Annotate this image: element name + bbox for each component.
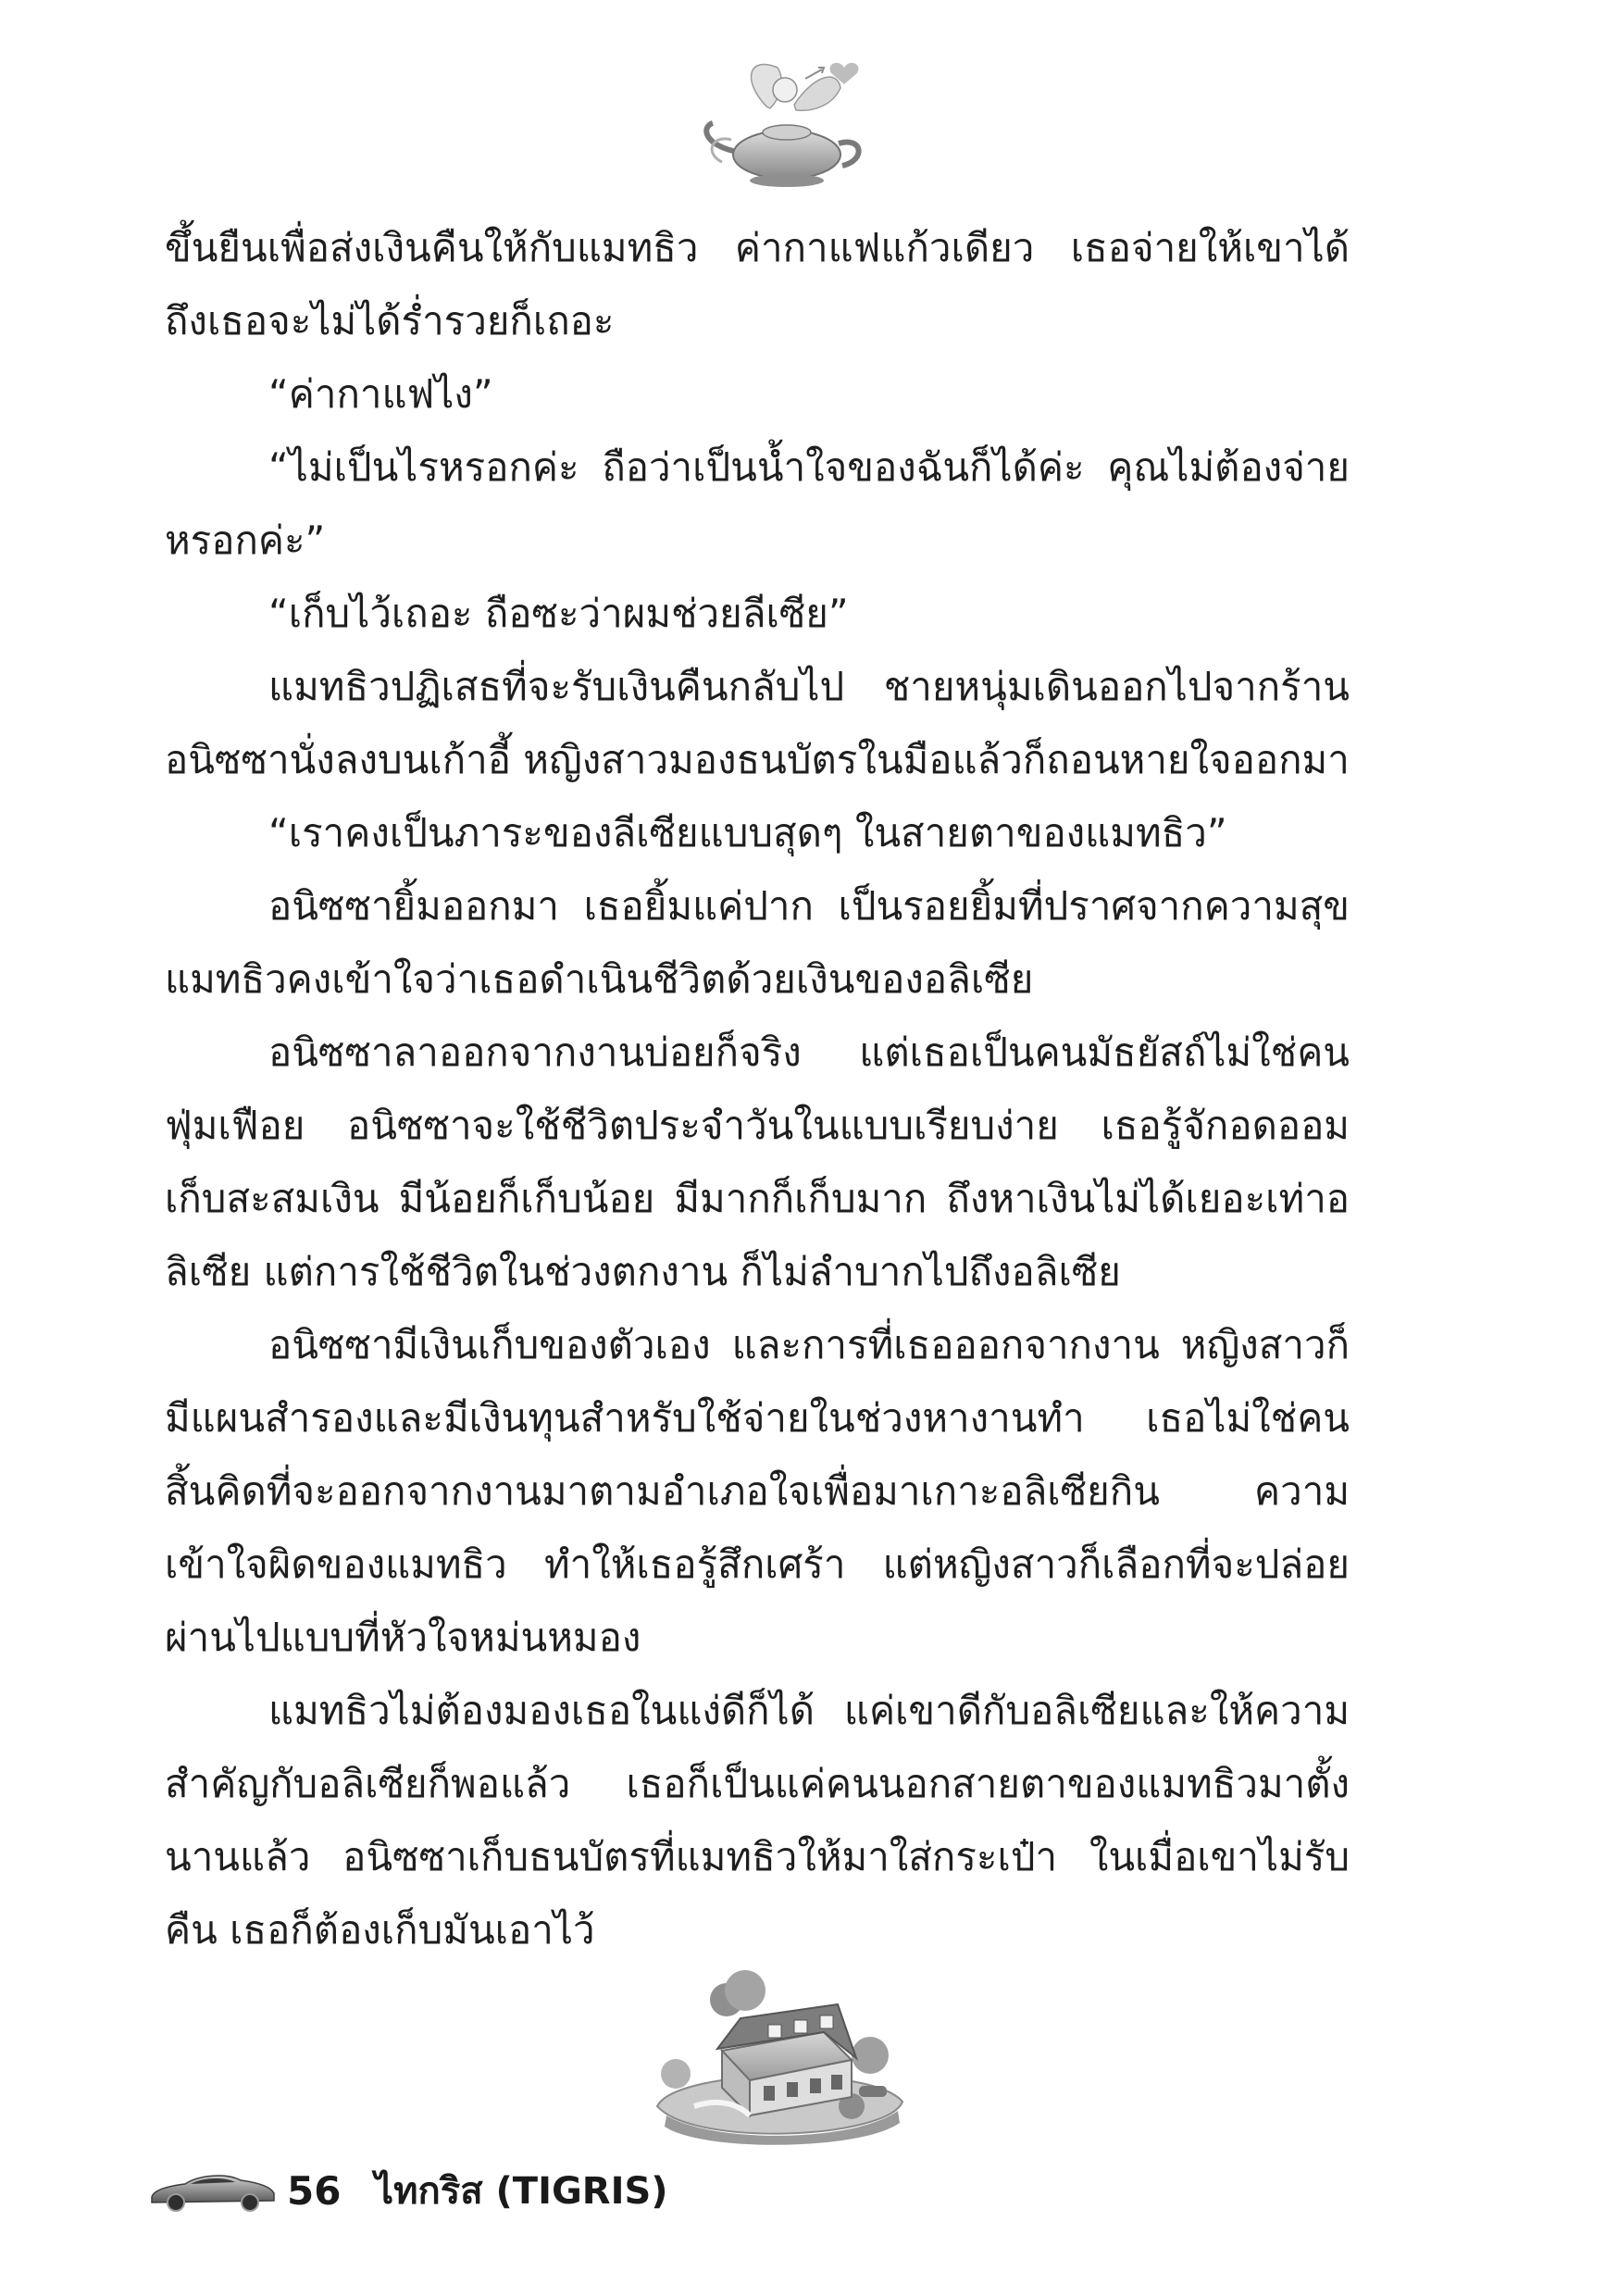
- page-footer: [148, 2162, 981, 2236]
- paragraph: แมทธิวไม่ต้องมองเธอในแง่ดีก็ได้ แค่เขาดีกับอลิเซียและให้ความสำคัญกับอลิเซียก็พอแล้ว เธอก็เป็นแค่คนนอกสายตาของแมทธิวมาตั้งนานแล้ว อนิซซาเก็บธนบัตรที่แมทธิวให้มาใส่กระเป๋า ในเมื่อเขาไม่รับคืน เธอก็ต้องเก็บมันเอาไว้: [165, 1688, 1350, 1953]
- paragraph: “ค่ากาแฟไง”: [268, 371, 493, 417]
- paragraph: “เก็บไว้เถอะ ถือซะว่าผมช่วยลีเซีย”: [268, 591, 849, 636]
- paragraph: อนิซซาลาออกจากงานบ่อยก็จริง แต่เธอเป็นคนมัธยัสถ์ไม่ใช่คนฟุ่มเฟือย อนิซซาจะใช้ชีวิตประจำวันในแบบเรียบง่าย เธอรู้จักอดออม เก็บสะสมเงิน มีน้อยก็เก็บน้อย มีมากก็เก็บมาก ถึงหาเงินไม่ได้เยอะเท่าอลิเซีย แต่การใช้ชีวิตในช่วงตกงาน ก็ไม่ลำบากไปถึงอลิเซีย: [165, 1029, 1350, 1294]
- house-illustration: [639, 1967, 916, 2152]
- paragraph: ขึ้นยืนเพื่อส่งเงินคืนให้กับแมทธิว ค่ากาแฟแก้วเดียว เธอจ่ายให้เขาได้ ถึงเธอจะไม่ได้ร่ำรวยก็เถอะ: [165, 225, 1350, 343]
- teapot-cupid-icon: [685, 51, 879, 194]
- page-number: 56: [287, 2168, 342, 2214]
- paragraph: อนิซซายิ้มออกมา เธอยิ้มแค่ปาก เป็นรอยยิ้มที่ปราศจากความสุข แมทธิวคงเข้าใจว่าเธอดำเนินชีวิตด้วยเงินของอลิเซีย: [165, 883, 1350, 1002]
- paragraph: อนิซซามีเงินเก็บของตัวเอง และการที่เธอออกจากงาน หญิงสาวก็มีแผนสำรองและมีเงินทุนสำหรับใช้จ่ายในช่วงหางานทำ เธอไม่ใช่คนสิ้นคิดที่จะออกจากงานมาตามอำเภอใจเพื่อมาเกาะอลิเซียกิน ความเข้าใจผิดของแมทธิว ทำให้เธอรู้สึกเศร้า แต่หญิงสาวก็เลือกที่จะปล่อยผ่านไปแบบที่หัวใจหม่นหมอง: [165, 1322, 1350, 1660]
- paragraph: “ไม่เป็นไรหรอกค่ะ ถือว่าเป็นน้ำใจของฉันก็ได้ค่ะ คุณไม่ต้องจ่ายหรอกค่ะ”: [165, 444, 1350, 563]
- book-title: ไทกริส (TIGRIS): [375, 2170, 668, 2213]
- sports-car-icon: [148, 2167, 278, 2214]
- chapter-body: [165, 211, 1350, 1966]
- paragraph: “เราคงเป็นภาระของลีเซียแบบสุดๆ ในสายตาของแมทธิว”: [268, 810, 1227, 855]
- paragraph: แมทธิวปฏิเสธที่จะรับเงินคืนกลับไป ชายหนุ่มเดินออกไปจากร้าน อนิซซานั่งลงบนเก้าอี้ หญิงสาวมองธนบัตรในมือแล้วก็ถอนหายใจออกมา: [165, 664, 1350, 782]
